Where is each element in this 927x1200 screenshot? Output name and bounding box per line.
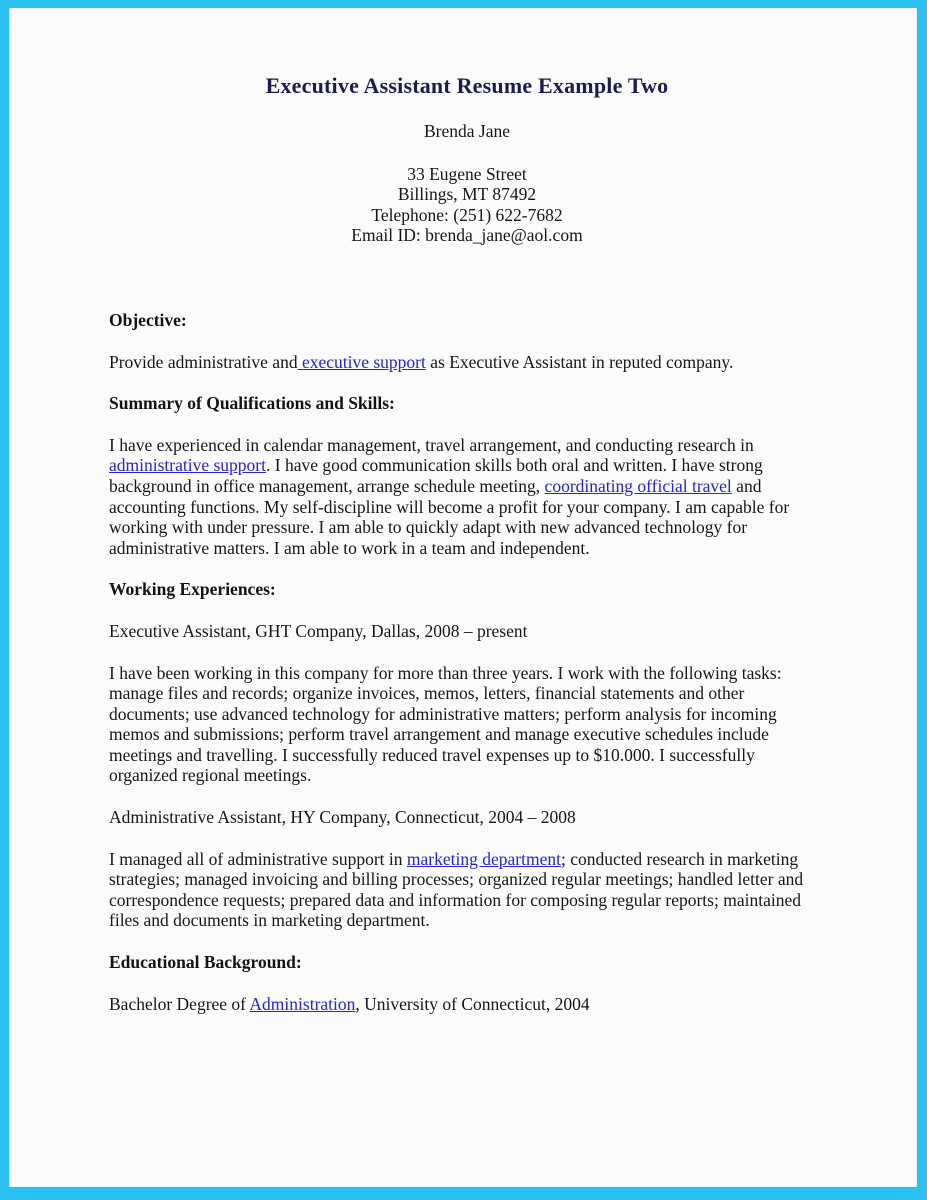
objective-paragraph — [109, 352, 825, 373]
link-executive-support[interactable]: executive support — [297, 351, 426, 372]
address-line-city: Billings, MT 87492 — [397, 184, 537, 205]
section-heading-summary: Summary of Qualifications and Skills: — [109, 393, 395, 414]
text-run: Administrative Assistant, HY Company, Connecticut, 2004 – 2008 — [109, 807, 576, 828]
address-line-email: Email ID: brenda_jane@aol.com — [351, 225, 583, 246]
job-title-line-1 — [109, 621, 825, 642]
contact-address-block — [109, 164, 825, 246]
link-administrative-support[interactable]: administrative support — [109, 455, 266, 476]
job-description-1 — [109, 663, 825, 787]
resume-document — [9, 8, 917, 1014]
text-run: ; conducted research in marketing strategies; managed invoicing and billing processes; organized regular meetings; handled letter and correspondence requests; prepared data and information for composing regular reports; maintained files and documents in marketing department. — [109, 848, 804, 931]
section-heading-working-experiences: Working Experiences: — [109, 579, 276, 600]
page-title: Executive Assistant Resume Example Two — [265, 73, 669, 98]
text-run: I have been working in this company for more than three years. I work with the following tasks: manage files and records; organize invoices, memos, letters, financial statements and other documents; use advanced technology for administrative matters; perform analysis for incoming memos and submissions; perform travel arrangement and manage executive schedules include meetings and travelling. I successfully reduced travel expenses up to $10.000. I successfully organized regional meetings. — [109, 662, 782, 786]
text-run: I have experienced in calendar management, travel arrangement, and conducting research in — [109, 434, 754, 455]
text-run: Provide administrative and — [109, 351, 298, 372]
contact-name: Brenda Jane — [423, 121, 510, 141]
address-line-street: 33 Eugene Street — [407, 163, 527, 184]
link-administration[interactable]: Administration — [249, 993, 356, 1014]
section-heading-educational-background: Educational Background: — [109, 952, 302, 973]
text-run: I managed all of administrative support in — [109, 848, 407, 869]
text-run: . I have good communication skills both oral and written. I have strong background in office management, arrange schedule meeting, — [109, 455, 763, 496]
text-run: Executive Assistant, GHT Company, Dallas, 2008 – present — [109, 620, 528, 641]
text-run: and accounting functions. My self-discipline will become a profit for your company. I am capable for working with under pressure. I am able to quickly adapt with new advanced technology for administrative matters. I am able to work in a team and independent. — [109, 475, 790, 558]
text-run: , University of Connecticut, 2004 — [355, 993, 590, 1014]
resume-page — [9, 8, 917, 1187]
job-title-line-2 — [109, 807, 825, 828]
summary-paragraph — [109, 435, 825, 559]
job-description-2 — [109, 849, 825, 931]
section-heading-objective: Objective: — [109, 309, 187, 330]
address-line-telephone: Telephone: (251) 622-7682 — [371, 204, 563, 225]
text-run: Bachelor Degree of — [109, 993, 250, 1014]
text-run: as Executive Assistant in reputed company. — [425, 351, 734, 372]
education-paragraph — [109, 994, 825, 1015]
link-coordinating-official-travel[interactable]: coordinating official travel — [544, 475, 732, 496]
link-marketing-department[interactable]: marketing department — [406, 848, 561, 869]
